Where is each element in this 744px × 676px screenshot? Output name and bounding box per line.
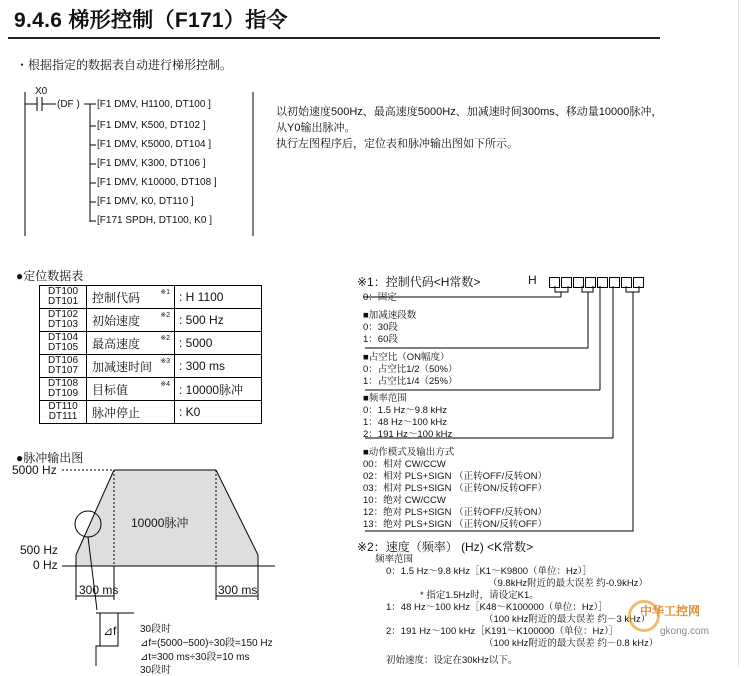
note2-line: （100 kHz附近的最大误差 约－0.8 kHz） (484, 638, 659, 649)
graph-heading: ●脉冲输出图 (16, 451, 84, 465)
watermark-text: 中华工控网 (640, 604, 701, 618)
ladder-instruction: [F1 DMV, K5000, DT104 ] (97, 139, 212, 150)
value-cell: : 5000 (175, 332, 262, 355)
ladder-instruction: [F1 DMV, K0, DT110 ] (97, 196, 194, 207)
delta-f-label: ⊿f (103, 624, 117, 638)
ladder-instruction: [F1 DMV, K10000, DT108 ] (97, 177, 217, 188)
name-cell: 加减速时间 ※3 (87, 355, 175, 378)
ladder-instruction: [F1 DMV, K500, DT102 ] (97, 120, 206, 131)
group-title: ■动作模式及输出方式 (363, 447, 455, 458)
description: ・根据指定的数据表自动进行梯形控制。 (16, 58, 233, 72)
step-line: ⊿t=300 ms÷30段=10 ms (140, 652, 250, 663)
note2-title: ※2：速度（频率） (Hz) <K常数> (357, 540, 534, 554)
dt-cell: DT106 DT107 (40, 355, 87, 378)
group-item: 10：绝对 CW/CCW (363, 495, 446, 506)
note1-fixed: 0：固定 (363, 292, 397, 303)
dt-cell: DT100 DT101 (40, 286, 87, 309)
dt-cell: DT108 DT109 (40, 378, 87, 401)
explanation-line: 从Y0输出脉冲。 (276, 122, 356, 134)
ladder-instruction: [F1 DMV, H1100, DT100 ] (97, 99, 211, 110)
group-item: 1：占空比1/4（25%） (363, 376, 458, 387)
ladder-instruction: [F171 SPDH, DT100, K0 ] (97, 215, 213, 226)
group-item: 2：191 Hz～100 kHz (363, 429, 453, 440)
name-cell: 初始速度 ※2 (87, 309, 175, 332)
dt-cell: DT104 DT105 (40, 332, 87, 355)
step-line: 30段时 (140, 624, 172, 635)
note1-h: H (528, 273, 537, 287)
name-cell: 脉冲停止 (87, 401, 175, 424)
group-item: 1：60段 (363, 334, 398, 345)
group-item: 0：30段 (363, 322, 398, 333)
group-title: ■频率范围 (363, 393, 407, 404)
note1-title: ※1：控制代码<H常数> (357, 275, 481, 289)
watermark-url: gkong.com (660, 626, 709, 637)
name-cell: 最高速度 ※2 (87, 332, 175, 355)
y-mid-label: 500 Hz (20, 543, 59, 557)
group-item: 0：占空比1/2（50%） (363, 364, 458, 375)
contact-label: X0 (35, 86, 48, 97)
value-cell: : 500 Hz (175, 309, 262, 332)
group-item: 03：相对 PLS+SIGN （正转ON/反转OFF） (363, 483, 547, 494)
dt-cell: DT102 DT103 (40, 309, 87, 332)
note2-line: （9.8kHz附近的最大误差 约-0.9kHz） (488, 578, 648, 589)
group-item: 1：48 Hz～100 kHz (363, 417, 447, 428)
table-heading: ●定位数据表 (16, 269, 84, 283)
step-line: 30段时 (140, 665, 172, 676)
note2-line: 1：48 Hz～100 kHz［K48～K100000（单位：Hz）］ (386, 602, 608, 613)
note2-line: 0：1.5 Hz～9.8 kHz［K1～K9800（单位：Hz）］ (386, 566, 592, 577)
value-cell: : H 1100 (175, 286, 262, 309)
group-item: 02：相对 PLS+SIGN （正转OFF/反转ON） (363, 471, 547, 482)
value-cell: : 300 ms (175, 355, 262, 378)
group-item: 0：1.5 Hz～9.8 kHz (363, 405, 447, 416)
df-label: (DF ) (57, 99, 80, 110)
note2-line: （100 kHz附近的最大误差 约－3 kHz） (484, 614, 651, 625)
y-top-label: 5000 Hz (12, 463, 57, 477)
note2-line: * 指定1.5Hz时，请设定K1。 (420, 590, 539, 601)
dt-cell: DT110 DT111 (40, 401, 87, 424)
explanation-line: 执行左图程序后，定位表和脉冲输出图如下所示。 (276, 138, 518, 150)
accel-time-label: 300 ms (79, 583, 119, 597)
decel-time-label: 300 ms (218, 583, 258, 597)
group-title: ■占空比（ON幅度） (363, 352, 450, 363)
value-cell: : K0 (175, 401, 262, 424)
name-cell: 控制代码 ※1 (87, 286, 175, 309)
note2-line: 初始速度：设定在30kHz以下。 (386, 655, 518, 666)
group-item: 12：绝对 PLS+SIGN （正转OFF/反转ON） (363, 507, 547, 518)
note2-line: 频率范围 (375, 554, 414, 565)
y-zero-label: 0 Hz (33, 558, 58, 572)
ladder-instruction: [F1 DMV, K300, DT106 ] (97, 158, 206, 169)
step-line: ⊿f=(5000−500)÷30段=150 Hz (140, 638, 273, 649)
page-title: 9.4.6 梯形控制（F171）指令 (14, 9, 288, 32)
group-title: ■加减速段数 (363, 310, 417, 321)
area-label: 10000脉冲 (131, 516, 189, 530)
group-item: 00：相对 CW/CCW (363, 459, 446, 470)
note2-line: 2：191 Hz～100 kHz［K191～K100000（单位：Hz）］ (386, 626, 619, 637)
name-cell: 目标值 ※4 (87, 378, 175, 401)
value-cell: : 10000脉冲 (175, 378, 262, 401)
explanation-line: 以初始速度500Hz、最高速度5000Hz、加减速时间300ms、移动量10000脉冲， (276, 106, 663, 118)
group-item: 13：绝对 PLS+SIGN （正转ON/反转OFF） (363, 519, 547, 530)
